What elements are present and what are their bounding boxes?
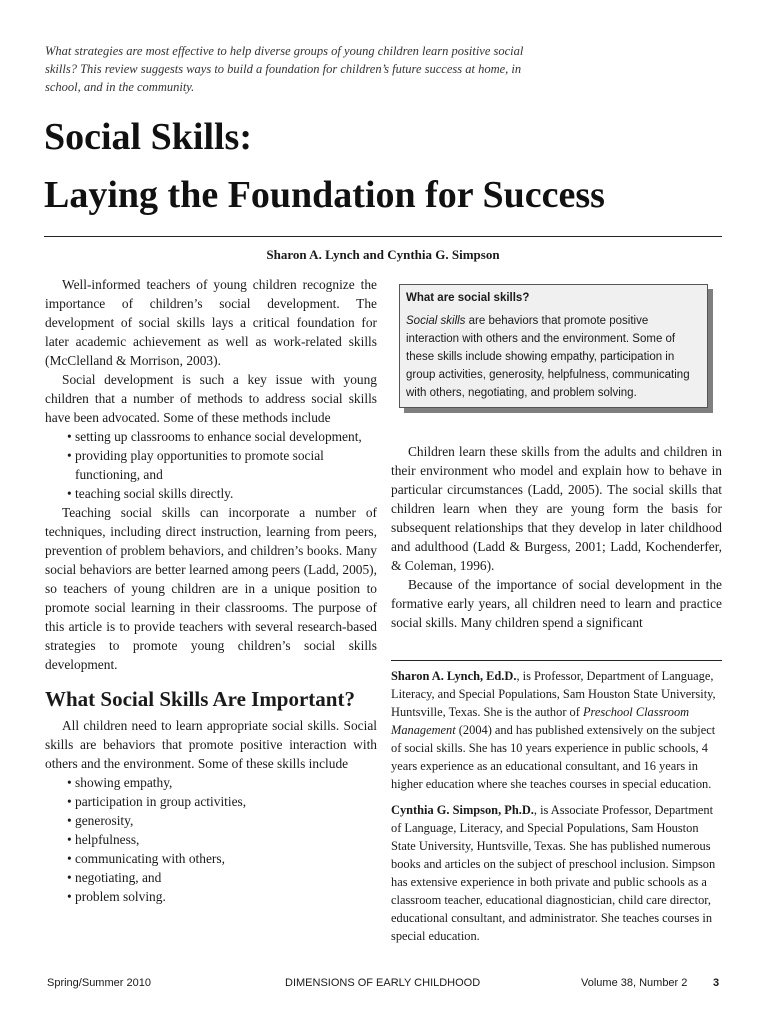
callout-title: What are social skills?	[406, 292, 530, 304]
skills-list	[45, 773, 377, 906]
right-column	[391, 442, 722, 632]
list-item: • generosity,	[67, 811, 377, 830]
footer-journal: DIMENSIONS OF EARLY CHILDHOOD	[285, 977, 481, 989]
byline: Sharon A. Lynch and Cynthia G. Simpson	[266, 247, 500, 262]
left-column	[45, 275, 377, 906]
list-item: • showing empathy,	[67, 773, 377, 792]
article-title	[44, 108, 734, 224]
author-bio-simpson: Cynthia G. Simpson, Ph.D., is Associate Professor, Department of Language, Literacy, and Special Populations, Sam Houston State University, Huntsville, Texas. She has published numerous books and articles on the subject of preschool inclusion. Simpson has extensive experience in both private and public schools as a classroom teacher, educational diagnostician, child care director, educational consultant, and administrator. She teaches courses in special education.	[391, 803, 716, 943]
list-item: • teaching social skills directly.	[67, 484, 377, 503]
footer-volume: Volume 38, Number 2	[581, 977, 688, 989]
paragraph: Teaching social skills can incorporate a number of techniques, including direct instruction, learning from peers, prevention of problem behaviors, and children’s books. Many social behaviors are better learned among peers (Ladd, 2005), so teachers of young children are in a unique position to promote social learning in their classrooms. The purpose of this article is to provide teachers with several research-based strategies to promote young children’s social skills development.	[45, 505, 377, 672]
paragraph: Because of the importance of social development in the formative early years, all children need to learn and practice social skills. Many children spend a significant	[391, 577, 722, 630]
paragraph: All children need to learn appropriate social skills. Social skills are behaviors that promote positive interaction with others and the environment. Some of these skills include	[45, 718, 377, 771]
bio-divider	[391, 660, 722, 661]
footer-season: Spring/Summer 2010	[47, 977, 151, 989]
intro-blurb: What strategies are most effective to help diverse groups of young children learn positive social skills? This review suggests ways to build a foundation for children’s future success at home, in school, and in the community.	[45, 44, 524, 94]
title-line-2: Laying the Foundation for Success	[44, 174, 605, 216]
list-item: • setting up classrooms to enhance social development,	[67, 427, 377, 446]
paragraph: Well-informed teachers of young children recognize the importance of children’s social development. The development of social skills lays a critical foundation for later academic achievement as well as work-related skills (McClelland & Morrison, 2003).	[45, 277, 377, 368]
callout-box	[399, 284, 708, 408]
page-number: 3	[713, 977, 720, 989]
book-title: Preschool Classroom Management	[391, 705, 690, 737]
list-item: • negotiating, and	[67, 868, 377, 887]
section-heading: What Social Skills Are Important?	[45, 687, 355, 711]
list-item: • communicating with others,	[67, 849, 377, 868]
title-line-1: Social Skills:	[44, 116, 252, 158]
list-item: • participation in group activities,	[67, 792, 377, 811]
paragraph: Social development is such a key issue with young children that a number of methods to address social skills have been advocated. Some of these methods include	[45, 372, 377, 425]
author-bio-lynch: Sharon A. Lynch, Ed.D., is Professor, Department of Language, Literacy, and Special Populations, Sam Houston State University, Huntsville, Texas. She is the author of Preschool Classroom Management (2004) and has published extensively on the subject of social skills. She has 10 years experience in public schools, 4 years experience as an educational consultant, and 16 years in higher education where she teaches courses in special education.	[391, 669, 716, 791]
methods-list	[45, 427, 377, 503]
author-name: Cynthia G. Simpson, Ph.D.	[391, 803, 534, 817]
callout-term: Social skills	[406, 315, 466, 327]
author-name: Sharon A. Lynch, Ed.D.	[391, 669, 517, 683]
list-item: • providing play opportunities to promote social functioning, and	[67, 446, 377, 484]
list-item: • helpfulness,	[67, 830, 377, 849]
list-item: • problem solving.	[67, 887, 377, 906]
callout-text: are behaviors that promote positive interaction with others and the environment. Some of these skills include showing empathy, participation in group activities, generosity, helpfulness, communicating with others, negotiating, and problem solving.	[406, 315, 690, 399]
paragraph: Children learn these skills from the adults and children in their environment who model and explain how to behave in particular circumstances (Ladd, 2005). The social skills that children learn when they are young form the basis for subsequent relationships that they develop in later childhood and adulthood (Ladd & Burgess, 2001; Ladd, Kochenderfer, & Coleman, 1996).	[391, 444, 722, 573]
callout-body	[406, 312, 699, 402]
author-bios	[391, 667, 722, 953]
title-divider	[44, 236, 722, 237]
